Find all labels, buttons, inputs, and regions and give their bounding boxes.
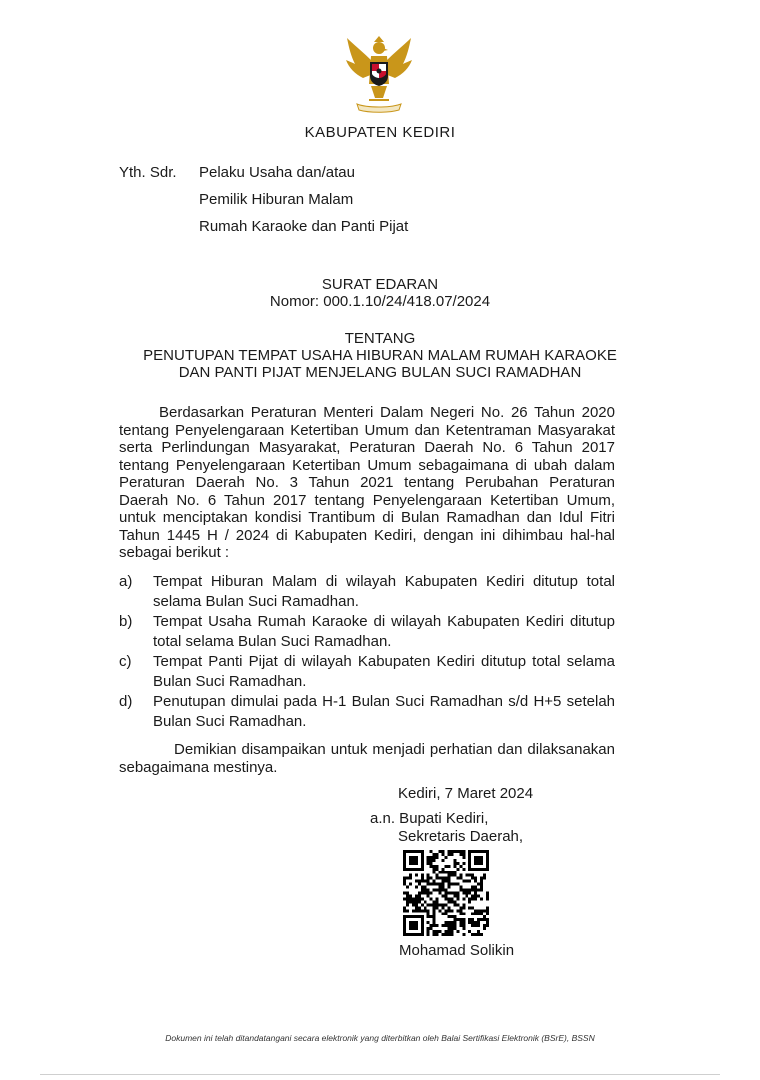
signer-name: Mohamad Solikin: [399, 942, 515, 959]
on-behalf-line: a.n. Bupati Kediri,: [370, 810, 489, 827]
subject-line-2: DAN PANTI PIJAT MENJELANG BULAN SUCI RAMADHAN: [178, 364, 582, 381]
closing-paragraph: Demikian disampaikan untuk menjadi perhatian dan dilaksanakan sebagaimana mestinya.: [119, 741, 615, 776]
list-item-letter: a): [119, 573, 133, 590]
qr-code-icon: [403, 850, 489, 936]
document-type: SURAT EDARAN: [321, 276, 439, 293]
bottom-divider: [40, 1074, 720, 1075]
list-item-text: Tempat Panti Pijat di wilayah Kabupaten Kediri ditutup total selama Bulan Suci Ramadhan.: [153, 653, 615, 690]
garuda-emblem-icon: [343, 34, 415, 114]
list-item: [119, 572, 615, 612]
subject-line-1: PENUTUPAN TEMPAT USAHA HIBURAN MALAM RUMAH KARAOKE: [143, 347, 617, 364]
list-item-text: Tempat Usaha Rumah Karaoke di wilayah Kabupaten Kediri ditutup total selama Bulan Suci Ramadhan.: [153, 613, 615, 650]
recipient-line: Pelaku Usaha dan/atau: [199, 164, 355, 181]
list-item-letter: d): [119, 693, 133, 710]
list-item-letter: c): [119, 653, 132, 670]
list-item-letter: b): [119, 613, 133, 630]
list-item: [119, 692, 615, 732]
about-heading: TENTANG: [344, 330, 416, 347]
recipient-line: Pemilik Hiburan Malam: [199, 191, 354, 208]
recipient-label: Yth. Sdr.: [119, 164, 177, 181]
e-signature-note: Dokumen ini telah ditandatangani secara elektronik yang diterbitkan oleh Balai Sertifikasi Elektronik (BSrE), BSSN: [165, 1033, 595, 1043]
recipient-line: Rumah Karaoke dan Panti Pijat: [199, 218, 409, 235]
document-number: Nomor: 000.1.10/24/418.07/2024: [269, 293, 491, 310]
instruction-list: [119, 572, 615, 732]
list-item-text: Penutupan dimulai pada H-1 Bulan Suci Ramadhan s/d H+5 setelah Bulan Suci Ramadhan.: [153, 693, 615, 730]
list-item: [119, 612, 615, 652]
list-item-text: Tempat Hiburan Malam di wilayah Kabupaten Kediri ditutup total selama Bulan Suci Ramadhan.: [153, 573, 615, 610]
intro-paragraph: Berdasarkan Peraturan Menteri Dalam Negeri No. 26 Tahun 2020 tentang Penyelengaraan Ketertiban Umum dan Ketentraman Masyarakat serta Perlindungan Masyarakat, Peraturan Daerah No. 6 Tahun 2017 tentang Penyelengaraan Ketertiban Umum sebagaimana di ubah dalam Peraturan Daerah No. 3 Tahun 2021 tentang Perubahan Peraturan Daerah No. 6 Tahun 2017 tentang Penyelengaraan Ketertiban Umum, untuk menciptakan kondisi Trantibum di Bulan Ramadhan dan Idul Fitri Tahun 1445 H / 2024 di Kabupaten Kediri, dengan ini dihimbau hal-hal sebagai berikut :: [119, 404, 615, 561]
regency-name: KABUPATEN KEDIRI: [304, 124, 456, 141]
place-date: Kediri, 7 Maret 2024: [398, 785, 534, 802]
signer-position: Sekretaris Daerah,: [398, 828, 524, 845]
list-item: [119, 652, 615, 692]
